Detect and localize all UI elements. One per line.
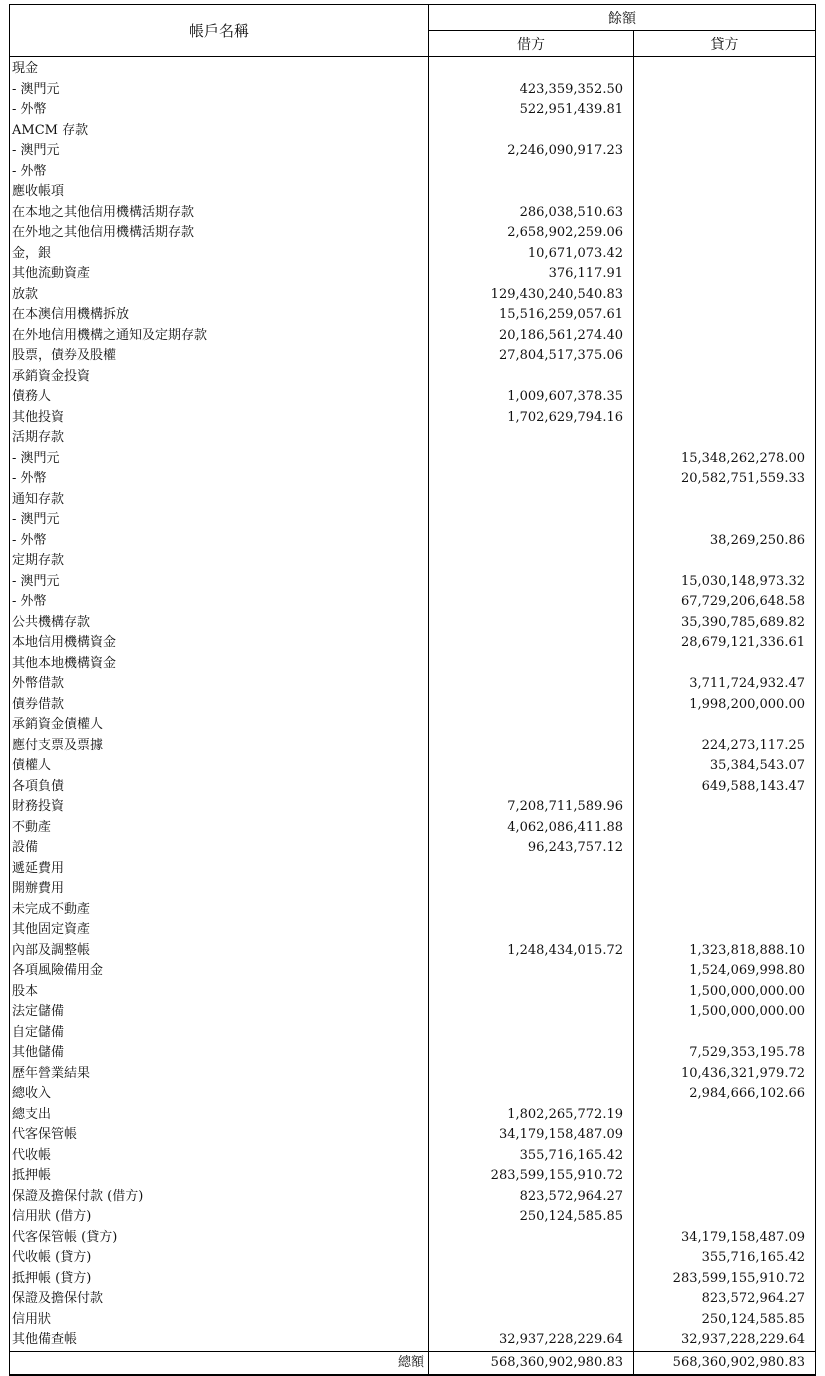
account-name-cell: 金，銀 xyxy=(10,244,429,265)
credit-cell xyxy=(634,57,816,80)
debit-cell xyxy=(429,510,634,531)
table-row xyxy=(10,1105,816,1126)
account-name-cell: 自定儲備 xyxy=(10,1023,429,1044)
credit-cell xyxy=(634,920,816,941)
credit-cell: 3,711,724,932.47 xyxy=(634,674,816,695)
table-row xyxy=(10,305,816,326)
account-name-cell: 在外地信用機構之通知及定期存款 xyxy=(10,326,429,347)
debit-cell xyxy=(429,531,634,552)
table-row xyxy=(10,613,816,634)
account-name-cell: - 外幣 xyxy=(10,531,429,552)
account-name-cell: 本地信用機構資金 xyxy=(10,633,429,654)
account-name-cell: - 澳門元 xyxy=(10,80,429,101)
table-row xyxy=(10,1043,816,1064)
credit-cell: 38,269,250.86 xyxy=(634,531,816,552)
account-name-cell: 放款 xyxy=(10,285,429,306)
account-name-cell: 內部及調整帳 xyxy=(10,941,429,962)
credit-cell: 35,384,543.07 xyxy=(634,756,816,777)
credit-cell xyxy=(634,203,816,224)
debit-cell xyxy=(429,613,634,634)
credit-cell xyxy=(634,1207,816,1228)
table-row xyxy=(10,1310,816,1331)
table-row xyxy=(10,1064,816,1085)
credit-cell: 1,998,200,000.00 xyxy=(634,695,816,716)
account-name-cell: 在本澳信用機構拆放 xyxy=(10,305,429,326)
table-row xyxy=(10,1248,816,1269)
account-name-cell: - 澳門元 xyxy=(10,510,429,531)
credit-cell xyxy=(634,1125,816,1146)
table-row xyxy=(10,244,816,265)
debit-cell xyxy=(429,674,634,695)
account-name-cell: 其他投資 xyxy=(10,408,429,429)
table-row xyxy=(10,428,816,449)
account-name-cell: 公共機構存款 xyxy=(10,613,429,634)
debit-cell: 2,246,090,917.23 xyxy=(429,141,634,162)
debit-cell xyxy=(429,1002,634,1023)
debit-cell: 7,208,711,589.96 xyxy=(429,797,634,818)
debit-cell: 250,124,585.85 xyxy=(429,1207,634,1228)
table-row xyxy=(10,1002,816,1023)
credit-cell xyxy=(634,223,816,244)
account-name-cell: 債務人 xyxy=(10,387,429,408)
account-name-cell: 應收帳項 xyxy=(10,182,429,203)
account-name-cell: - 澳門元 xyxy=(10,572,429,593)
table-row xyxy=(10,531,816,552)
debit-cell xyxy=(429,449,634,470)
credit-cell xyxy=(634,1105,816,1126)
credit-cell xyxy=(634,859,816,880)
account-name-cell: 抵押帳 xyxy=(10,1166,429,1187)
credit-cell: 32,937,228,229.64 xyxy=(634,1330,816,1351)
table-row xyxy=(10,879,816,900)
account-name-cell: 現金 xyxy=(10,57,429,80)
account-name-header: 帳戶名稱 xyxy=(10,5,429,57)
account-name-cell: 代客保管帳 (貸方) xyxy=(10,1228,429,1249)
table-row xyxy=(10,1269,816,1290)
account-name-cell: 抵押帳 (貸方) xyxy=(10,1269,429,1290)
table-row xyxy=(10,100,816,121)
account-name-cell: 遞延費用 xyxy=(10,859,429,880)
account-name-cell: 其他本地機構資金 xyxy=(10,654,429,675)
credit-cell: 1,323,818,888.10 xyxy=(634,941,816,962)
account-name-cell: 法定儲備 xyxy=(10,1002,429,1023)
credit-cell: 283,599,155,910.72 xyxy=(634,1269,816,1290)
account-name-cell: - 外幣 xyxy=(10,162,429,183)
table-row xyxy=(10,818,816,839)
total-label: 總額 xyxy=(10,1351,429,1375)
credit-cell xyxy=(634,797,816,818)
table-row xyxy=(10,57,816,80)
trial-balance-sheet xyxy=(9,4,815,1376)
account-name-cell: - 外幣 xyxy=(10,592,429,613)
credit-cell xyxy=(634,900,816,921)
debit-cell xyxy=(429,920,634,941)
debit-cell: 2,658,902,259.06 xyxy=(429,223,634,244)
credit-cell: 2,984,666,102.66 xyxy=(634,1084,816,1105)
debit-cell: 355,716,165.42 xyxy=(429,1146,634,1167)
credit-cell xyxy=(634,346,816,367)
credit-cell: 15,030,148,973.32 xyxy=(634,572,816,593)
table-row xyxy=(10,490,816,511)
debit-cell xyxy=(429,1023,634,1044)
table-row xyxy=(10,1084,816,1105)
debit-cell xyxy=(429,961,634,982)
debit-cell xyxy=(429,695,634,716)
account-name-cell: 開辦費用 xyxy=(10,879,429,900)
table-row xyxy=(10,654,816,675)
debit-cell xyxy=(429,736,634,757)
table-row xyxy=(10,1166,816,1187)
credit-cell xyxy=(634,1023,816,1044)
debit-cell xyxy=(429,756,634,777)
table-row xyxy=(10,203,816,224)
account-name-cell: 總收入 xyxy=(10,1084,429,1105)
credit-header: 貸方 xyxy=(634,31,816,57)
table-row xyxy=(10,777,816,798)
table-row xyxy=(10,592,816,613)
debit-cell xyxy=(429,121,634,142)
table-row xyxy=(10,80,816,101)
table-row xyxy=(10,797,816,818)
debit-cell xyxy=(429,1289,634,1310)
table-row xyxy=(10,121,816,142)
credit-cell: 250,124,585.85 xyxy=(634,1310,816,1331)
table-row xyxy=(10,900,816,921)
credit-cell xyxy=(634,285,816,306)
table-row xyxy=(10,469,816,490)
table-row xyxy=(10,941,816,962)
debit-cell xyxy=(429,367,634,388)
table-row xyxy=(10,1125,816,1146)
credit-cell xyxy=(634,715,816,736)
debit-cell xyxy=(429,859,634,880)
credit-cell xyxy=(634,1166,816,1187)
credit-cell xyxy=(634,510,816,531)
table-row xyxy=(10,859,816,880)
debit-cell: 34,179,158,487.09 xyxy=(429,1125,634,1146)
debit-cell xyxy=(429,1248,634,1269)
account-name-cell: 其他流動資產 xyxy=(10,264,429,285)
account-name-cell: 其他備查帳 xyxy=(10,1330,429,1351)
credit-cell: 10,436,321,979.72 xyxy=(634,1064,816,1085)
table-row xyxy=(10,572,816,593)
table-row xyxy=(10,982,816,1003)
credit-cell xyxy=(634,141,816,162)
account-name-cell: 在外地之其他信用機構活期存款 xyxy=(10,223,429,244)
debit-cell: 4,062,086,411.88 xyxy=(429,818,634,839)
debit-cell: 423,359,352.50 xyxy=(429,80,634,101)
credit-cell xyxy=(634,100,816,121)
credit-cell: 7,529,353,195.78 xyxy=(634,1043,816,1064)
table-row xyxy=(10,1187,816,1208)
debit-cell: 1,802,265,772.19 xyxy=(429,1105,634,1126)
account-name-cell: 代收帳 (貸方) xyxy=(10,1248,429,1269)
credit-cell xyxy=(634,367,816,388)
account-name-cell: 保證及擔保付款 (借方) xyxy=(10,1187,429,1208)
debit-cell xyxy=(429,162,634,183)
balance-header: 餘額 xyxy=(429,5,816,31)
debit-cell: 129,430,240,540.83 xyxy=(429,285,634,306)
debit-cell xyxy=(429,1064,634,1085)
debit-cell xyxy=(429,1228,634,1249)
account-name-cell: 通知存款 xyxy=(10,490,429,511)
credit-cell xyxy=(634,408,816,429)
credit-cell: 15,348,262,278.00 xyxy=(634,449,816,470)
table-row xyxy=(10,715,816,736)
table-row xyxy=(10,510,816,531)
table-row xyxy=(10,838,816,859)
table-row xyxy=(10,449,816,470)
debit-cell xyxy=(429,428,634,449)
debit-cell xyxy=(429,900,634,921)
debit-cell xyxy=(429,879,634,900)
table-row xyxy=(10,326,816,347)
table-row xyxy=(10,674,816,695)
debit-cell xyxy=(429,715,634,736)
table-row xyxy=(10,408,816,429)
credit-cell xyxy=(634,80,816,101)
credit-cell: 1,524,069,998.80 xyxy=(634,961,816,982)
credit-cell: 1,500,000,000.00 xyxy=(634,982,816,1003)
credit-cell: 67,729,206,648.58 xyxy=(634,592,816,613)
table-row xyxy=(10,1228,816,1249)
credit-cell xyxy=(634,326,816,347)
table-row xyxy=(10,367,816,388)
table-row xyxy=(10,1146,816,1167)
debit-cell xyxy=(429,57,634,80)
credit-cell xyxy=(634,162,816,183)
table-row xyxy=(10,1023,816,1044)
account-name-cell: 承銷資金債權人 xyxy=(10,715,429,736)
table-row xyxy=(10,223,816,244)
account-name-cell: 歷年營業結果 xyxy=(10,1064,429,1085)
table-row xyxy=(10,961,816,982)
account-name-cell: 外幣借款 xyxy=(10,674,429,695)
table-row xyxy=(10,141,816,162)
debit-cell xyxy=(429,592,634,613)
account-name-cell: 財務投資 xyxy=(10,797,429,818)
account-name-cell: 代收帳 xyxy=(10,1146,429,1167)
credit-cell: 1,500,000,000.00 xyxy=(634,1002,816,1023)
debit-cell xyxy=(429,182,634,203)
account-name-cell: 承銷資金投資 xyxy=(10,367,429,388)
account-name-cell: 代客保管帳 xyxy=(10,1125,429,1146)
account-name-cell: 各項風險備用金 xyxy=(10,961,429,982)
account-name-cell: 定期存款 xyxy=(10,551,429,572)
credit-cell: 649,588,143.47 xyxy=(634,777,816,798)
table-row xyxy=(10,695,816,716)
credit-cell xyxy=(634,387,816,408)
account-name-cell: 債權人 xyxy=(10,756,429,777)
credit-cell xyxy=(634,490,816,511)
table-row xyxy=(10,346,816,367)
credit-cell xyxy=(634,818,816,839)
credit-cell xyxy=(634,264,816,285)
account-rows xyxy=(10,57,816,1352)
credit-cell: 34,179,158,487.09 xyxy=(634,1228,816,1249)
account-name-cell: - 外幣 xyxy=(10,100,429,121)
account-name-cell: AMCM 存款 xyxy=(10,121,429,142)
credit-cell xyxy=(634,182,816,203)
debit-cell xyxy=(429,654,634,675)
account-name-cell: 在本地之其他信用機構活期存款 xyxy=(10,203,429,224)
credit-cell: 355,716,165.42 xyxy=(634,1248,816,1269)
debit-cell: 286,038,510.63 xyxy=(429,203,634,224)
debit-cell xyxy=(429,1043,634,1064)
debit-cell xyxy=(429,572,634,593)
credit-cell xyxy=(634,654,816,675)
debit-cell: 1,009,607,378.35 xyxy=(429,387,634,408)
table-row xyxy=(10,1207,816,1228)
debit-cell: 376,117.91 xyxy=(429,264,634,285)
debit-cell: 823,572,964.27 xyxy=(429,1187,634,1208)
debit-cell: 32,937,228,229.64 xyxy=(429,1330,634,1351)
credit-cell xyxy=(634,879,816,900)
debit-cell xyxy=(429,551,634,572)
total-debit: 568,360,902,980.83 xyxy=(429,1351,634,1375)
credit-cell xyxy=(634,244,816,265)
table-row xyxy=(10,285,816,306)
debit-cell: 96,243,757.12 xyxy=(429,838,634,859)
debit-cell xyxy=(429,1084,634,1105)
account-name-cell: 應付支票及票據 xyxy=(10,736,429,757)
account-name-cell: 債券借款 xyxy=(10,695,429,716)
debit-cell xyxy=(429,469,634,490)
debit-header: 借方 xyxy=(429,31,634,57)
credit-cell xyxy=(634,838,816,859)
debit-cell: 10,671,073.42 xyxy=(429,244,634,265)
account-name-cell: 股票，債券及股權 xyxy=(10,346,429,367)
total-row xyxy=(10,1351,816,1375)
table-row xyxy=(10,1289,816,1310)
debit-cell: 20,186,561,274.40 xyxy=(429,326,634,347)
debit-cell: 1,702,629,794.16 xyxy=(429,408,634,429)
account-name-cell: 信用狀 (借方) xyxy=(10,1207,429,1228)
table-row xyxy=(10,633,816,654)
credit-cell xyxy=(634,551,816,572)
debit-cell xyxy=(429,1310,634,1331)
account-name-cell: - 外幣 xyxy=(10,469,429,490)
debit-cell: 1,248,434,015.72 xyxy=(429,941,634,962)
table-row xyxy=(10,1330,816,1351)
table-row xyxy=(10,264,816,285)
account-name-cell: 不動產 xyxy=(10,818,429,839)
credit-cell xyxy=(634,121,816,142)
debit-cell xyxy=(429,490,634,511)
account-name-cell: 設備 xyxy=(10,838,429,859)
credit-cell: 20,582,751,559.33 xyxy=(634,469,816,490)
credit-cell xyxy=(634,428,816,449)
table-row xyxy=(10,736,816,757)
table-row xyxy=(10,920,816,941)
credit-cell xyxy=(634,305,816,326)
credit-cell: 28,679,121,336.61 xyxy=(634,633,816,654)
credit-cell xyxy=(634,1146,816,1167)
account-name-cell: 各項負債 xyxy=(10,777,429,798)
account-name-cell: 信用狀 xyxy=(10,1310,429,1331)
account-name-cell: - 澳門元 xyxy=(10,141,429,162)
debit-cell: 27,804,517,375.06 xyxy=(429,346,634,367)
account-name-cell: 總支出 xyxy=(10,1105,429,1126)
debit-cell: 15,516,259,057.61 xyxy=(429,305,634,326)
credit-cell xyxy=(634,1187,816,1208)
credit-cell: 224,273,117.25 xyxy=(634,736,816,757)
credit-cell: 35,390,785,689.82 xyxy=(634,613,816,634)
debit-cell xyxy=(429,777,634,798)
account-name-cell: 其他固定資產 xyxy=(10,920,429,941)
account-name-cell: 未完成不動產 xyxy=(10,900,429,921)
table-row xyxy=(10,387,816,408)
table-row xyxy=(10,756,816,777)
debit-cell xyxy=(429,1269,634,1290)
account-name-cell: - 澳門元 xyxy=(10,449,429,470)
table-row xyxy=(10,182,816,203)
account-name-cell: 活期存款 xyxy=(10,428,429,449)
account-name-cell: 保證及擔保付款 xyxy=(10,1289,429,1310)
debit-cell xyxy=(429,633,634,654)
table-row xyxy=(10,162,816,183)
account-name-cell: 股本 xyxy=(10,982,429,1003)
total-credit: 568,360,902,980.83 xyxy=(634,1351,816,1375)
trial-balance-table xyxy=(9,4,816,1376)
account-name-cell: 其他儲備 xyxy=(10,1043,429,1064)
table-row xyxy=(10,551,816,572)
debit-cell xyxy=(429,982,634,1003)
credit-cell: 823,572,964.27 xyxy=(634,1289,816,1310)
debit-cell: 522,951,439.81 xyxy=(429,100,634,121)
debit-cell: 283,599,155,910.72 xyxy=(429,1166,634,1187)
